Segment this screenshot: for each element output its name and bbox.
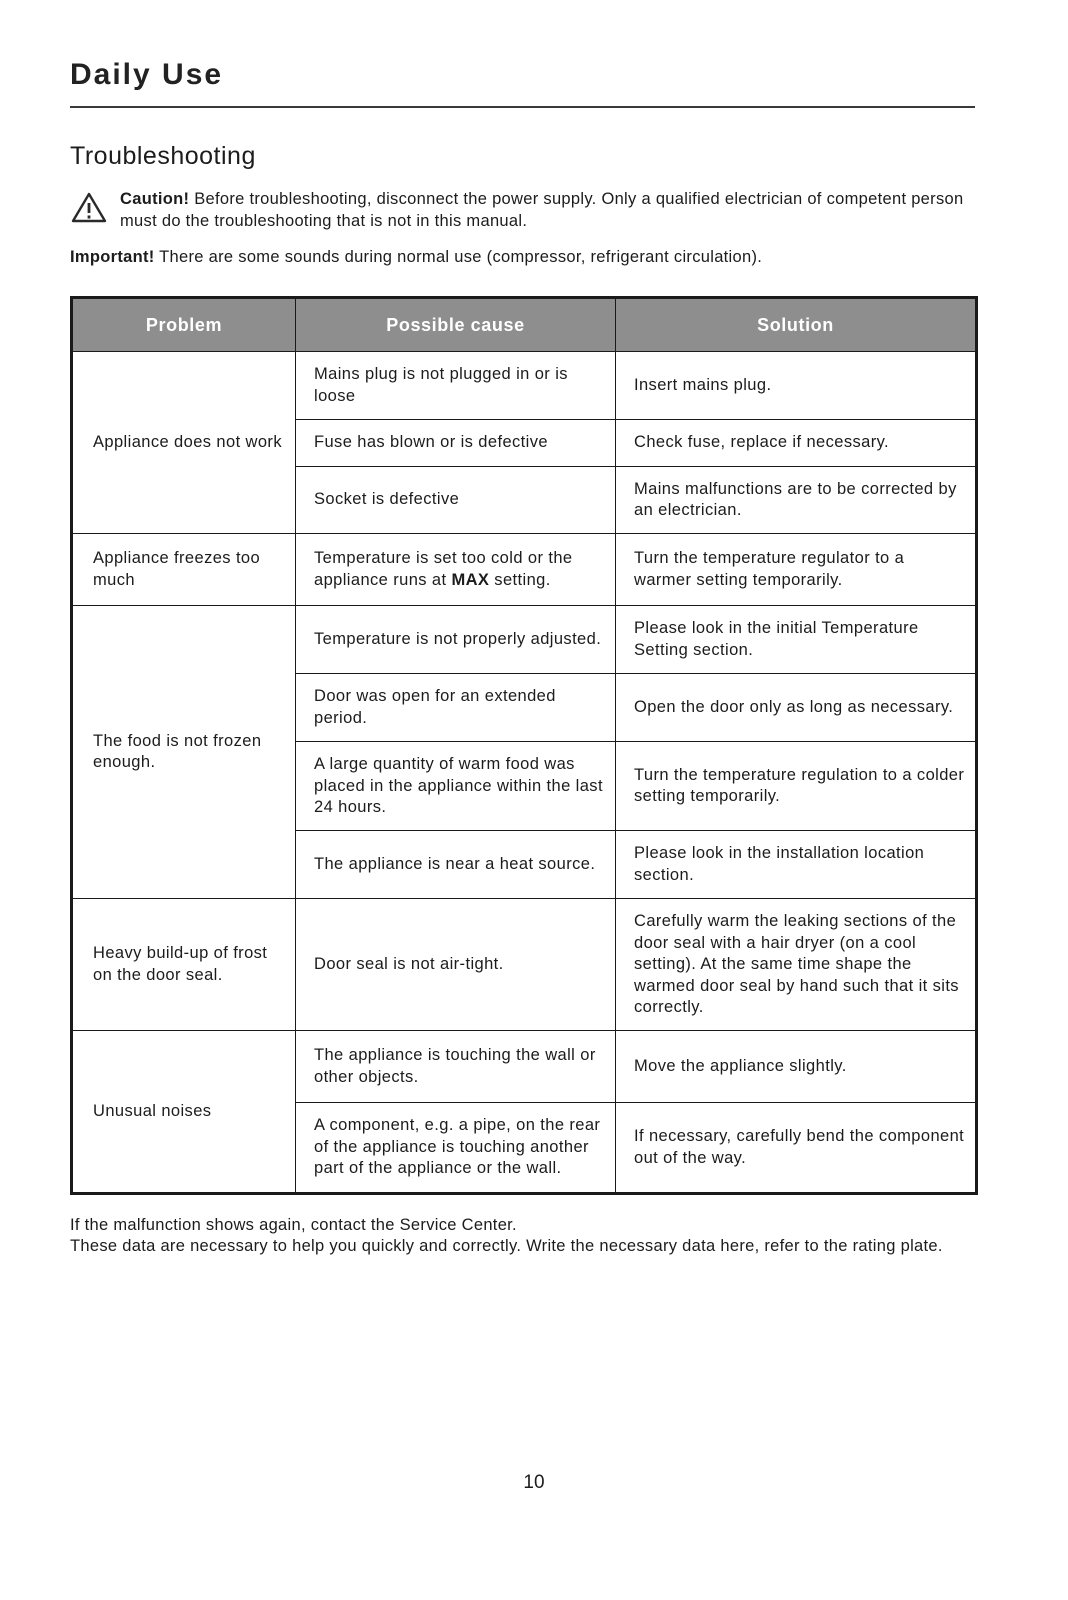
cause-cell: Socket is defective — [296, 466, 616, 534]
solution-cell: Insert mains plug. — [616, 352, 977, 420]
cause-cell: The appliance is touching the wall or other objects. — [296, 1031, 616, 1103]
solution-cell: Move the appliance slightly. — [616, 1031, 977, 1103]
table-row — [72, 534, 977, 606]
problem-cell-heavy-frost-on-door-seal: Heavy build-up of frost on the door seal. — [72, 899, 296, 1031]
table-row — [72, 352, 977, 420]
solution-cell: Mains malfunctions are to be corrected by an electrician. — [616, 466, 977, 534]
solution-cell: If necessary, carefully bend the component out of the way. — [616, 1103, 977, 1193]
cause-cell: Mains plug is not plugged in or is loose — [296, 352, 616, 420]
problem-cell-appliance-does-not-work: Appliance does not work — [72, 352, 296, 534]
table-row — [72, 1031, 977, 1103]
cause-cell: Door was open for an extended period. — [296, 674, 616, 742]
footer-line-1: If the malfunction shows again, contact the Service Center. — [70, 1215, 517, 1234]
caution-paragraph — [120, 189, 975, 233]
cause-cell: A large quantity of warm food was placed in the appliance within the last 24 hours. — [296, 742, 616, 831]
cause-cell: A component, e.g. a pipe, on the rear of the appliance is touching another part of the appliance or the wall. — [296, 1103, 616, 1193]
table-row — [72, 606, 977, 674]
cause-text-bold: MAX — [451, 570, 490, 589]
section-title: Troubleshooting — [70, 142, 256, 170]
page-number: 10 — [523, 1472, 545, 1493]
solution-cell: Open the door only as long as necessary. — [616, 674, 977, 742]
table-header-row — [72, 298, 977, 352]
column-header-problem: Problem — [72, 298, 296, 352]
problem-cell-unusual-noises: Unusual noises — [72, 1031, 296, 1193]
caution-block — [70, 189, 975, 233]
problem-cell-food-not-frozen-enough: The food is not frozen enough. — [72, 606, 296, 899]
column-header-possible-cause: Possible cause — [296, 298, 616, 352]
solution-cell: Please look in the initial Temperature Setting section. — [616, 606, 977, 674]
important-text: There are some sounds during normal use (compressor, refrigerant circulation). — [154, 247, 763, 266]
cause-cell: Temperature is not properly adjusted. — [296, 606, 616, 674]
solution-cell: Check fuse, replace if necessary. — [616, 420, 977, 466]
cause-cell: The appliance is near a heat source. — [296, 831, 616, 899]
cause-cell — [296, 534, 616, 606]
important-label: Important! — [70, 247, 155, 266]
cause-text: setting. — [489, 570, 551, 589]
warning-triangle-icon — [70, 189, 108, 230]
table-row — [72, 899, 977, 1031]
troubleshooting-table — [70, 296, 978, 1194]
cause-text: Temperature is set too cold or the appliance runs at — [314, 549, 573, 589]
solution-cell: Turn the temperature regulation to a colder setting temporarily. — [616, 742, 977, 831]
caution-label: Caution! — [120, 190, 190, 208]
footer-notes — [70, 1215, 975, 1259]
column-header-solution: Solution — [616, 298, 977, 352]
cause-cell: Fuse has blown or is defective — [296, 420, 616, 466]
solution-cell: Please look in the installation location section. — [616, 831, 977, 899]
caution-text: Before troubleshooting, disconnect the power supply. Only a qualified electrician of competent person must do the troubleshooting that is not in this manual. — [120, 190, 964, 230]
title-divider — [70, 106, 975, 108]
solution-cell: Turn the temperature regulator to a warmer setting temporarily. — [616, 534, 977, 606]
important-paragraph — [70, 247, 975, 269]
problem-cell-appliance-freezes-too-much: Appliance freezes too much — [72, 534, 296, 606]
page-title: Daily Use — [70, 58, 224, 91]
cause-cell: Door seal is not air-tight. — [296, 899, 616, 1031]
footer-line-2: These data are necessary to help you quickly and correctly. Write the necessary data here, refer to the rating plate. — [70, 1237, 943, 1256]
solution-cell: Carefully warm the leaking sections of the door seal with a hair dryer (on a cool setting). At the same time shape the warmed door seal by hand such that it sits correctly. — [616, 899, 977, 1031]
